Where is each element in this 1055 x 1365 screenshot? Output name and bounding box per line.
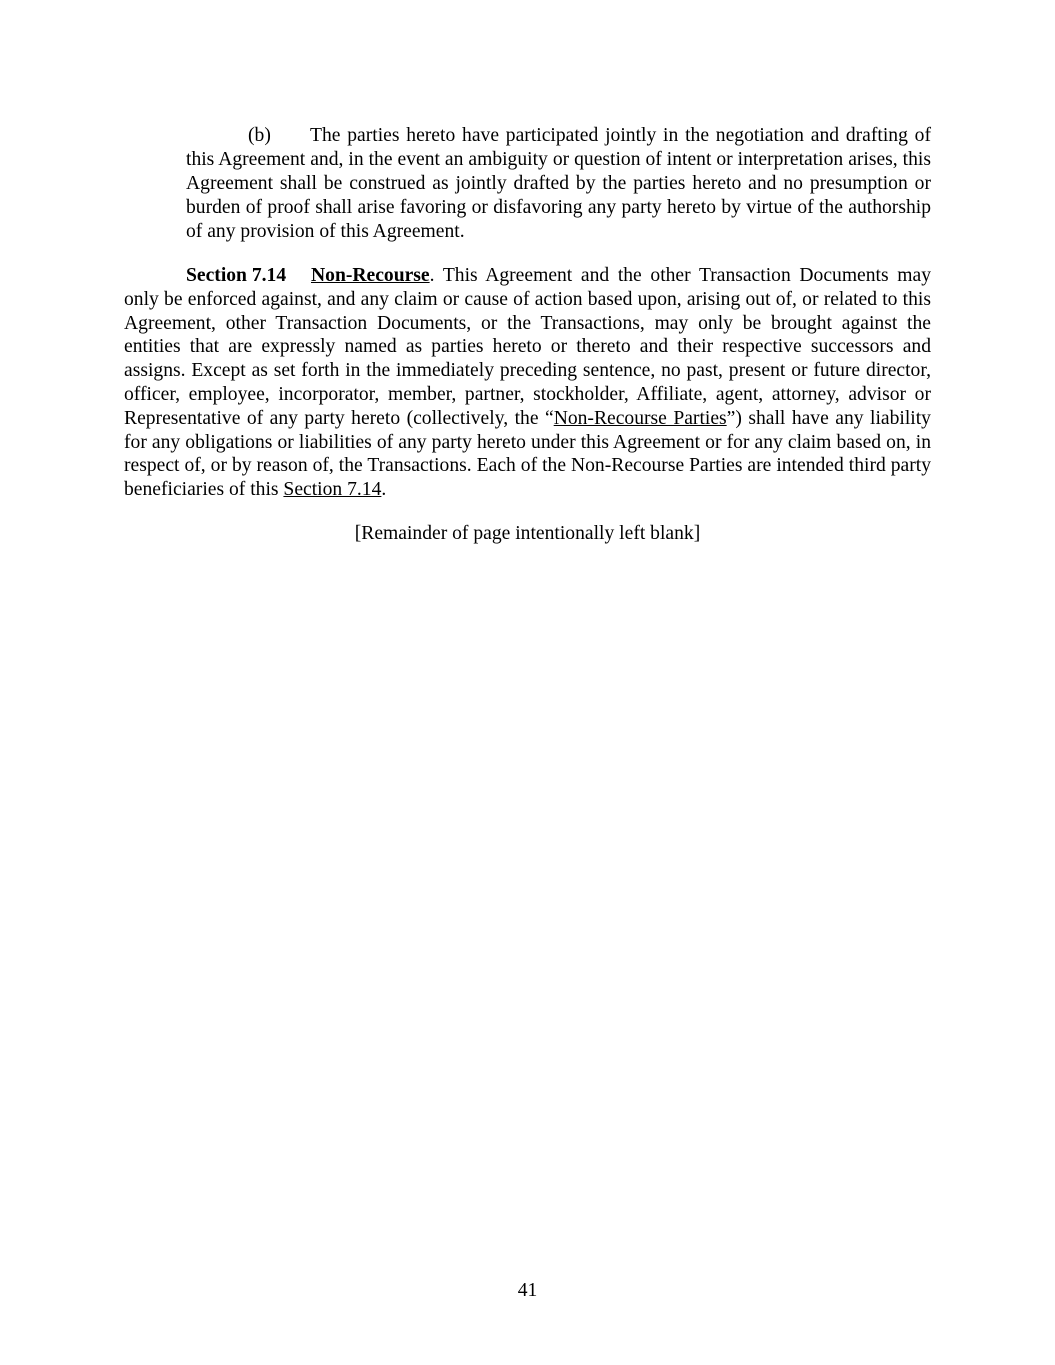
section-number: Section 7.14 (186, 265, 287, 286)
paragraph-b (186, 124, 931, 244)
paragraph-b-label: (b) (248, 125, 271, 146)
section-title: Non-Recourse (311, 265, 430, 286)
section-text-end: . (381, 479, 387, 501)
cross-reference-section: Section 7.14 (283, 479, 382, 501)
paragraph-b-text: The parties hereto have participated jointly in the negotiation and drafting of this Agreement and, in the event an ambiguity or question of intent or interpretation arises, this Agreement shall be construed as jointly drafted by the parties hereto and no presumption or burden of proof shall arise favoring or disfavoring any party hereto by virtue of the authorship of any provision of this Agreement. (186, 125, 931, 242)
section-text-part1: This Agreement and the other Transaction Documents may only be enforced against, and any claim or cause of action based upon, arising out of, or related to this Agreement, other Transaction Documents, or the Transactions, may only be brought against the entities that are expressly named as parties hereto or thereto and their respective successors and assigns. Except as set forth in the immediately preceding sentence, no past, present or future director, officer, employee, incorporator, member, partner, stockholder, Affiliate, agent, attorney, advisor or Representative of any party hereto (collectively, the “ (124, 265, 931, 429)
page-number: 41 (517, 1280, 538, 1301)
section-7-14 (124, 264, 931, 502)
remainder-note: [Remainder of page intentionally left blank] (354, 523, 701, 544)
section-text-part2: ”) shall have any liability for any obligations or liabilities of any party hereto under this Agreement or for any claim based on, in respect of, or by reason of, the Transactions. Each of the Non-Recourse Parties are intended third party beneficiaries of this (124, 407, 931, 501)
defined-term-non-recourse-parties: Non-Recourse Parties (553, 407, 727, 429)
section-title-period: . (429, 265, 435, 286)
